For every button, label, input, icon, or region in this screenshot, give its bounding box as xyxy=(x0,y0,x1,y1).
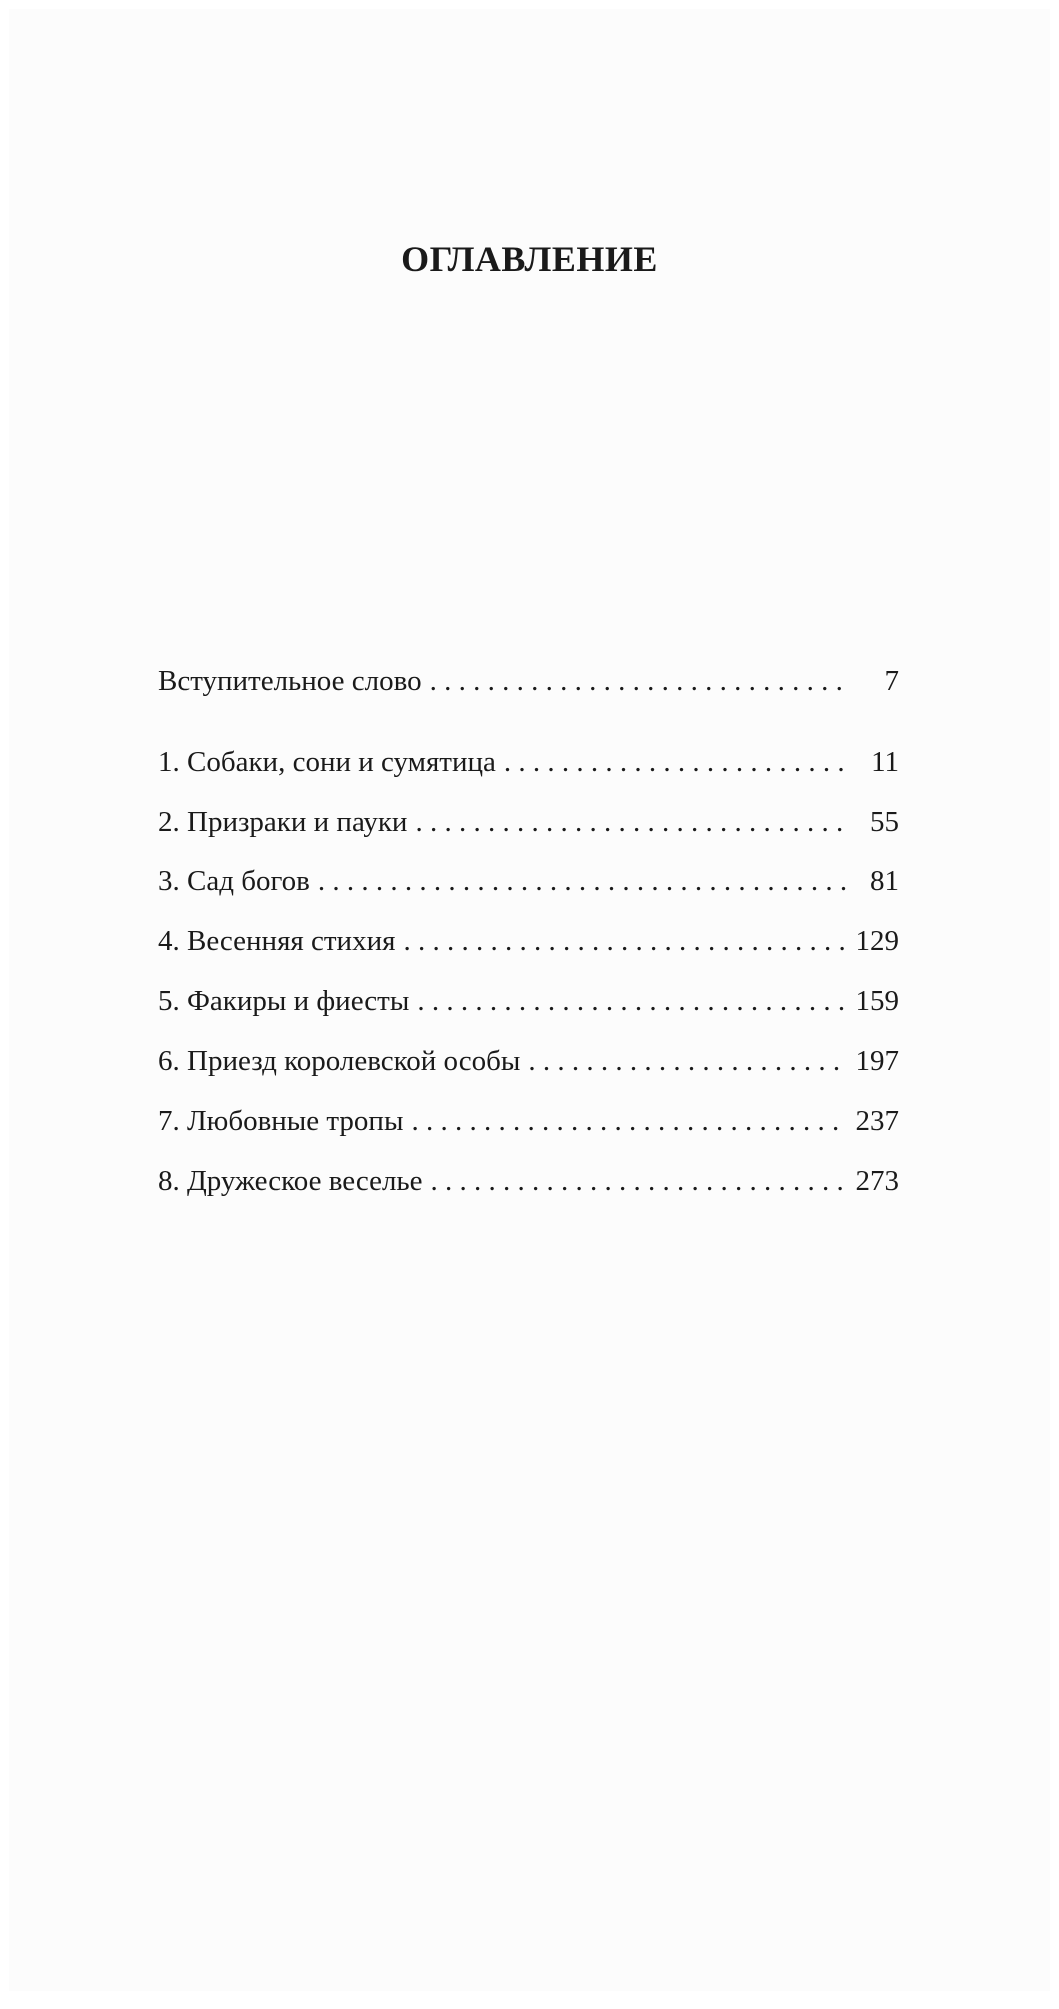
toc-entry-chapter-2 xyxy=(158,804,899,840)
toc-entry-page-number: 81 xyxy=(870,865,899,897)
toc-entry-page-number: 7 xyxy=(884,665,899,697)
toc-entry-title: 5. Факиры и фиесты xyxy=(158,985,410,1017)
toc-entry-chapter-3 xyxy=(158,863,899,899)
toc-entry-chapter-6 xyxy=(158,1043,899,1079)
dot-leader xyxy=(528,1043,847,1079)
toc-entry-page-number: 129 xyxy=(855,925,899,957)
toc-entry-chapter-4 xyxy=(158,923,899,959)
toc-entry-page-number: 11 xyxy=(871,746,899,778)
toc-entry-chapter-5 xyxy=(158,983,899,1019)
toc-entry-title: 2. Призраки и пауки xyxy=(158,806,408,838)
dot-leader xyxy=(504,744,847,780)
toc-entry-title: 6. Приезд королевской особы xyxy=(158,1045,521,1077)
dot-leader xyxy=(411,1103,847,1139)
toc-entry-chapter-7 xyxy=(158,1103,899,1139)
toc-entry-chapter-8 xyxy=(158,1163,899,1199)
toc-entry-title: Вступительное слово xyxy=(158,665,422,697)
toc-entry-page-number: 237 xyxy=(855,1105,899,1137)
toc-entry-title: 7. Любовные тропы xyxy=(158,1105,404,1137)
dot-leader xyxy=(431,1163,847,1199)
toc-entry-page-number: 273 xyxy=(855,1165,899,1197)
toc-entry-page-number: 197 xyxy=(855,1045,899,1077)
toc-entry-page-number: 159 xyxy=(855,985,899,1017)
table-of-contents xyxy=(158,9,899,1991)
toc-entry-title: 8. Дружеское веселье xyxy=(158,1165,423,1197)
dot-leader xyxy=(417,983,847,1019)
toc-entry-title: 4. Весенняя стихия xyxy=(158,925,396,957)
book-page xyxy=(9,9,1050,1991)
toc-entry-chapter-1 xyxy=(158,744,899,780)
toc-entry-introduction xyxy=(158,663,899,699)
dot-leader xyxy=(318,863,847,899)
dot-leader xyxy=(403,923,847,959)
page-title: ОГЛАВЛЕНИЕ xyxy=(401,239,658,279)
dot-leader xyxy=(415,804,847,840)
toc-entry-title: 3. Сад богов xyxy=(158,865,310,897)
dot-leader xyxy=(430,663,847,699)
toc-entry-title: 1. Собаки, сони и сумятица xyxy=(158,746,496,778)
toc-entry-page-number: 55 xyxy=(870,806,899,838)
